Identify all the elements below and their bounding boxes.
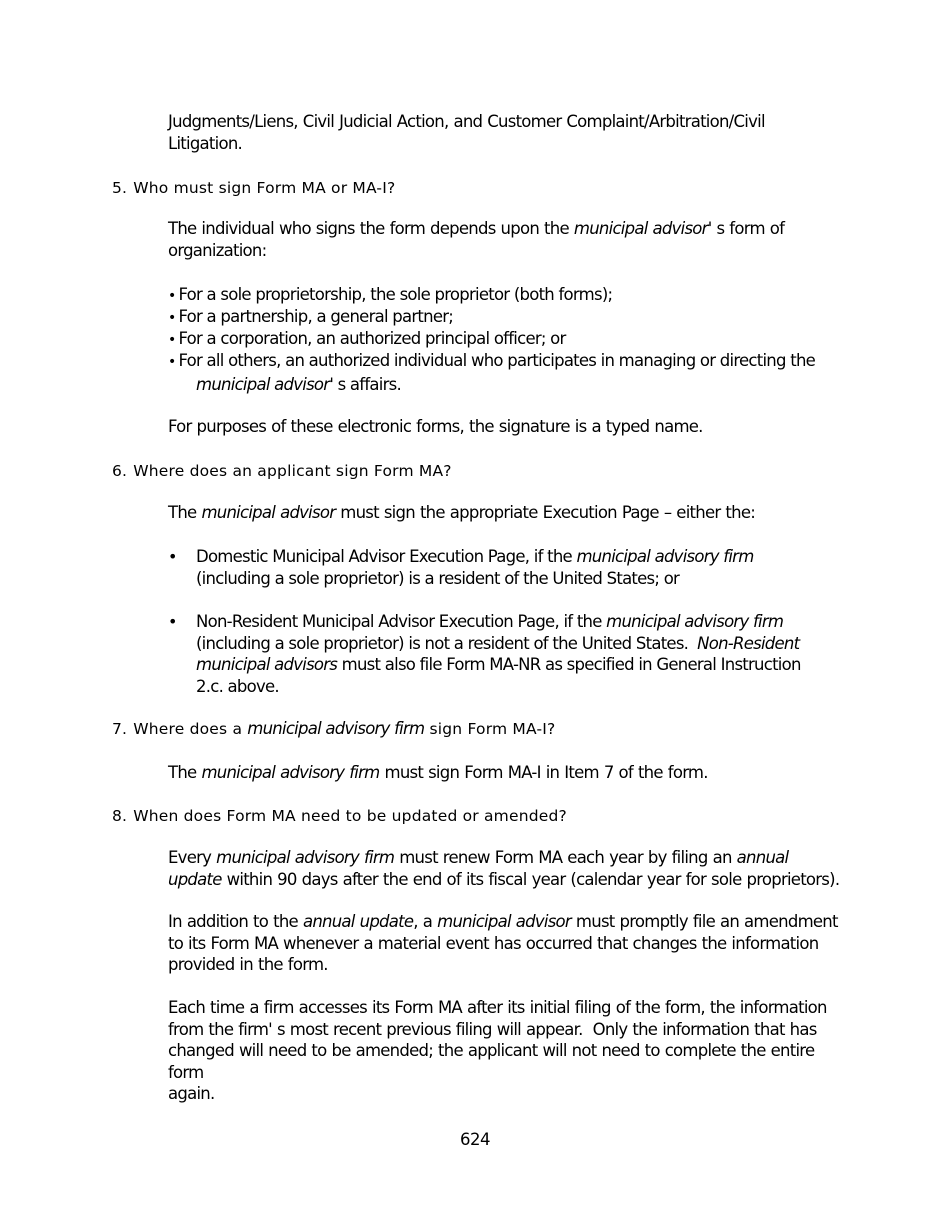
q7-heading-text: Where does a [133,720,248,738]
bullet-dot-icon: • [168,612,177,631]
q5-heading-text: Who must sign Form MA or MA-I? [133,179,396,197]
intro-line-1: Judgments/Liens, Civil Judicial Action, and Customer Complaint/Arbitration/Civil [168,112,765,131]
q6-b1-text: Domestic Municipal Advisor Execution Page, if the [196,547,577,566]
q5-bullet-4-text: For all others, an authorized individual who participates in managing or directing the [178,351,816,370]
q6-bullet-2-text [196,611,838,697]
q6-b1-italic: municipal advisory firm [576,547,754,566]
q7-heading-italic: municipal advisory firm [247,719,425,738]
q6-b2-italic: municipal advisory firm [606,612,784,631]
q5-bullet-2 [168,306,848,330]
bullet-dot-icon: • [168,332,176,348]
q5-p1-line2: organization: [168,240,267,260]
q5-bullet-1-text: For a sole proprietorship, the sole proprietor (both forms); [178,285,613,304]
intro-line-2: Litigation. [168,133,243,153]
intro-paragraph [168,111,848,154]
q6-b2-line3: must also file Form MA-NR as specified in General Instruction [337,655,801,674]
q8-p2-italic-2: municipal advisor [437,912,571,931]
q7-p1-italic: municipal advisory firm [201,763,380,782]
q5-bullet-3-text: For a corporation, an authorized principal officer; or [178,329,566,348]
q8-paragraph-1 [168,847,848,890]
q5-bullet-3 [168,328,848,352]
bullet-dot-icon: • [168,354,176,370]
q8-number: 8. [112,807,128,825]
q6-b2-line3-italic: municipal advisors [196,655,338,674]
q6-heading-text: Where does an applicant sign Form MA? [133,462,452,480]
q5-number: 5. [112,179,128,197]
q6-number: 6. [112,462,128,480]
q8-p1-italic-2: annual [736,848,789,867]
q8-p2-text: In addition to the [168,912,303,931]
q8-p1-italic: municipal advisory firm [216,848,395,867]
q8-p3-line2: from the firm' s most recent previous filing will appear. Only the information that has [168,1019,817,1039]
q6-b1-line2: (including a sole proprietor) is a resident of the United States; or [196,568,680,588]
q8-paragraph-2 [168,911,848,976]
q6-b2-line4: 2.c. above. [196,676,279,696]
q6-p1-text: The [168,503,202,522]
q8-p2-tail: must promptly file an amendment [570,912,838,931]
q5-p1-text: The individual who signs the form depends upon the [168,219,574,238]
bullet-dot-icon: • [168,310,176,326]
q5-bullet-4-continuation [168,374,848,396]
q5-heading [112,178,395,198]
q6-p1-tail: must sign the appropriate Execution Page – either the: [335,503,756,522]
q8-p3-line4: again. [168,1084,215,1103]
q6-paragraph-1 [168,502,848,524]
q8-p1-line2-italic: update [168,869,222,889]
q5-p1-italic: municipal advisor [573,219,708,238]
q5-bullet-4-italic: municipal advisor [196,374,330,394]
q7-heading-tail: sign Form MA-I? [424,720,556,738]
q8-p1-text: Every [168,848,217,867]
q5-paragraph-1 [168,218,848,261]
q5-p1-tail: ' s form of [707,219,785,238]
q5-bullet-2-text: For a partnership, a general partner; [178,307,454,326]
q5-bullet-4 [168,350,848,395]
q8-p2-line2: to its Form MA whenever a material event has occurred that changes the information [168,933,819,953]
q7-paragraph-1 [168,762,848,784]
q8-paragraph-3 [168,997,848,1105]
bullet-dot-icon: • [168,547,177,566]
q8-p3-line3: changed will need to be amended; the applicant will not need to complete the entire form [168,1041,815,1082]
page-number: 624 [460,1130,490,1149]
q8-heading [112,806,567,826]
q6-heading [112,461,452,481]
q6-b2-text: Non-Resident Municipal Advisor Execution Page, if the [196,612,607,631]
q6-bullet-2 [168,611,838,697]
q5-bullet-1 [168,284,848,308]
q8-p3-line1: Each time a firm accesses its Form MA after its initial filing of the form, the information [168,998,827,1017]
q8-p2-italic: annual update [302,912,414,931]
q5-paragraph-2 [168,416,848,438]
q5-p2-text: For purposes of these electronic forms, the signature is a typed name. [168,417,703,436]
q7-heading [112,719,555,739]
bullet-dot-icon: • [168,288,176,304]
q7-p1-text: The [168,763,202,782]
q8-p1-mid: must renew Form MA each year by filing an [394,848,737,867]
q6-bullet-1-text [196,546,838,589]
q6-bullet-1 [168,546,838,589]
q8-heading-text: When does Form MA need to be updated or amended? [133,807,567,825]
q7-number: 7. [112,720,128,738]
q8-p2-line3: provided in the form. [168,955,328,974]
q7-p1-tail: must sign Form MA-I in Item 7 of the form. [379,763,708,782]
q5-bullet-4-tail: ' s affairs. [329,374,401,394]
q6-b2-line2: (including a sole proprietor) is not a resident of the United States. [196,633,698,653]
q6-b2-line2-italic: Non-Resident [697,633,800,653]
q6-p1-italic: municipal advisor [201,503,336,522]
q8-p1-line2: within 90 days after the end of its fiscal year (calendar year for sole proprietors). [221,869,840,889]
q8-p2-mid: , a [413,912,438,931]
